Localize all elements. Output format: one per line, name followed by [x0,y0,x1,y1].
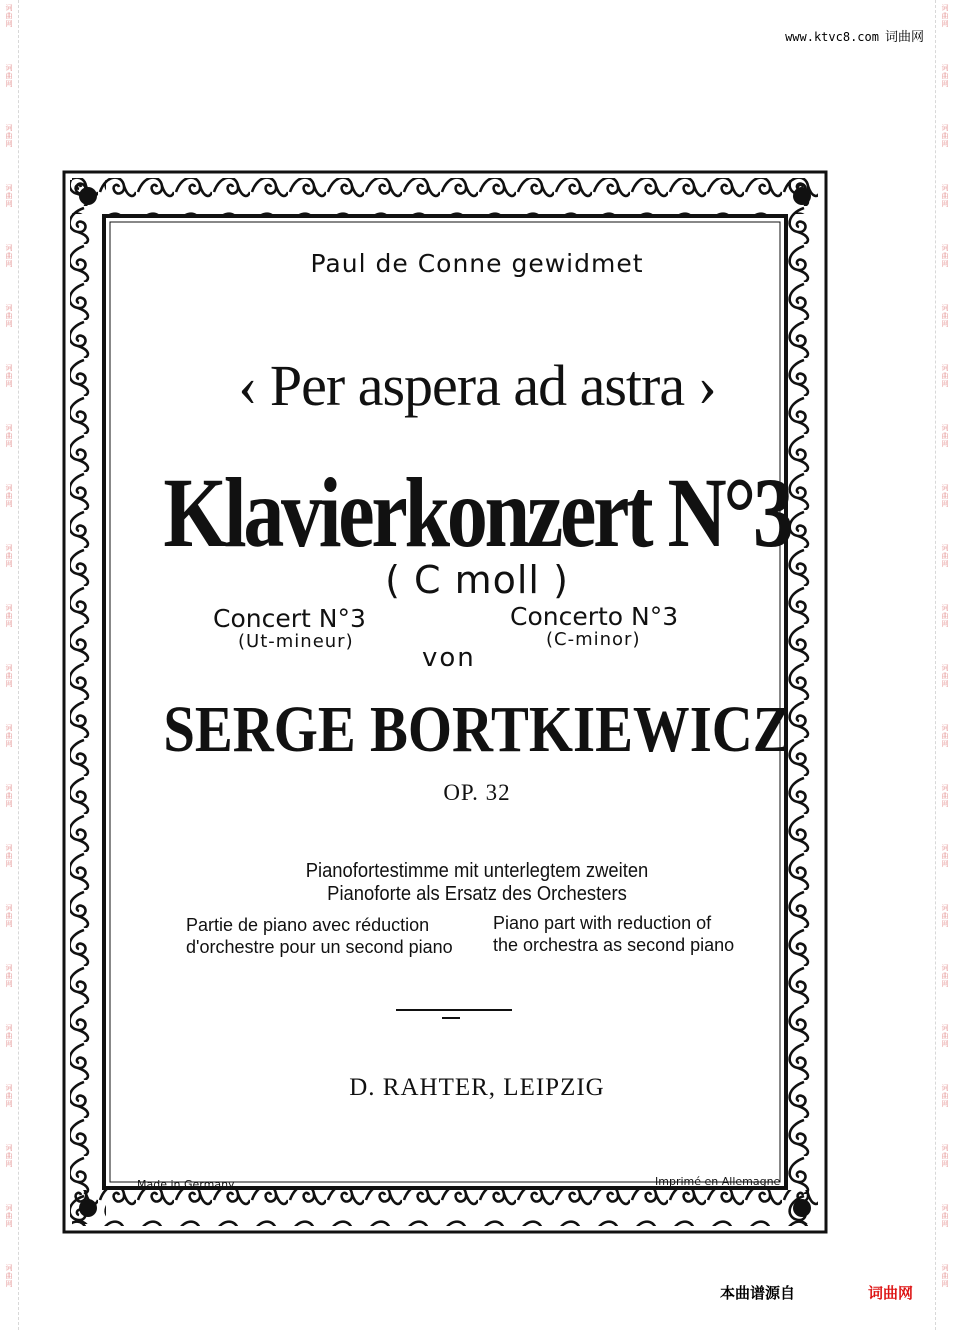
watermark-text: 词 曲 网 [5,1024,13,1048]
watermark-text: 词 曲 网 [941,64,949,88]
watermark-text: 词 曲 网 [5,1264,13,1288]
watermark-text: 词 曲 网 [941,184,949,208]
watermark-text: 词 曲 网 [5,1204,13,1228]
english-key: (C-minor) [546,629,641,650]
publisher: D. RAHTER, LEIPZIG [349,1074,605,1101]
composer-name: SERGE BORTKIEWICZ [163,693,791,766]
german-note [38,860,916,906]
watermark-text: 词 曲 网 [941,844,949,868]
key-signature: ( C moll ) [385,558,569,602]
divider-rule-short [442,1017,460,1019]
french-note [186,914,453,958]
watermark-text: 词 曲 网 [941,304,949,328]
site-url[interactable]: www.ktvc8.com [785,30,879,44]
motto: ‹ Per aspera ad astra › [238,353,716,418]
french-title: Concert N°3 [213,604,366,633]
watermark-text: 词 曲 网 [941,604,949,628]
divider-rule [396,1009,512,1011]
watermark-text: 词 曲 网 [5,604,13,628]
german-note-line-1: Pianofortestimme mit unterlegtem zweiten [305,860,649,882]
french-note-line-1: Partie de piano avec réduction [186,915,430,935]
main-title: Klavierkonzert N°3 [163,457,791,568]
made-in-label: Made in Germany [137,1178,235,1191]
watermark-text: 词 曲 网 [5,424,13,448]
watermark-text: 词 曲 网 [5,124,13,148]
english-note-line-1: Piano part with reduction of [493,913,712,933]
footer-source-label: 本曲谱源自 [720,1284,796,1302]
watermark-text: 词 曲 网 [941,1264,949,1288]
dedication: Paul de Conne gewidmet [310,249,644,278]
french-key: (Ut-mineur) [238,631,354,652]
watermark-text: 词 曲 网 [5,904,13,928]
watermark-text: 词 曲 网 [5,664,13,688]
watermark-text: 词 曲 网 [5,844,13,868]
watermark-text: 词 曲 网 [941,964,949,988]
english-title: Concerto N°3 [510,602,679,631]
watermark-text: 词 曲 网 [5,364,13,388]
watermark-text: 词 曲 网 [5,244,13,268]
watermark-text: 词 曲 网 [5,724,13,748]
watermark-text: 词 曲 网 [941,1024,949,1048]
watermark-text: 词 曲 网 [941,1144,949,1168]
site-header [785,26,924,45]
watermark-text: 词 曲 网 [941,544,949,568]
english-note [493,912,734,956]
french-note-line-2: d'orchestre pour un second piano [186,937,453,957]
watermark-text: 词 曲 网 [941,724,949,748]
watermark-text: 词 曲 网 [5,484,13,508]
by-label: von [422,643,476,673]
watermark-text: 词 曲 网 [5,964,13,988]
english-note-line-2: the orchestra as second piano [493,935,735,955]
watermark-text: 词 曲 网 [941,244,949,268]
watermark-text: 词 曲 网 [941,484,949,508]
watermark-text: 词 曲 网 [941,124,949,148]
german-note-line-2: Pianoforte als Ersatz des Orchesters [327,883,627,905]
watermark-text: 词 曲 网 [941,424,949,448]
footer-brand-link[interactable]: 词曲网 [868,1284,914,1302]
watermark-text: 词 曲 网 [941,1084,949,1108]
watermark-text: 词 曲 网 [5,1144,13,1168]
watermark-text: 词 曲 网 [5,304,13,328]
watermark-text: 词 曲 网 [5,184,13,208]
imprime-label: Imprimé en Allemagne [655,1175,781,1188]
watermark-text: 词 曲 网 [941,1204,949,1228]
site-name: 词曲网 [884,30,924,45]
watermark-text: 词 曲 网 [941,364,949,388]
watermark-text: 词 曲 网 [5,544,13,568]
opus-number: OP. 32 [443,780,511,805]
watermark-text: 词 曲 网 [941,904,949,928]
watermark-text: 词 曲 网 [941,664,949,688]
watermark-text: 词 曲 网 [5,784,13,808]
watermark-text: 词 曲 网 [5,4,13,28]
watermark-text: 词 曲 网 [5,64,13,88]
watermark-text: 词 曲 网 [941,784,949,808]
watermark-text: 词 曲 网 [5,1084,13,1108]
watermark-text: 词 曲 网 [941,4,949,28]
